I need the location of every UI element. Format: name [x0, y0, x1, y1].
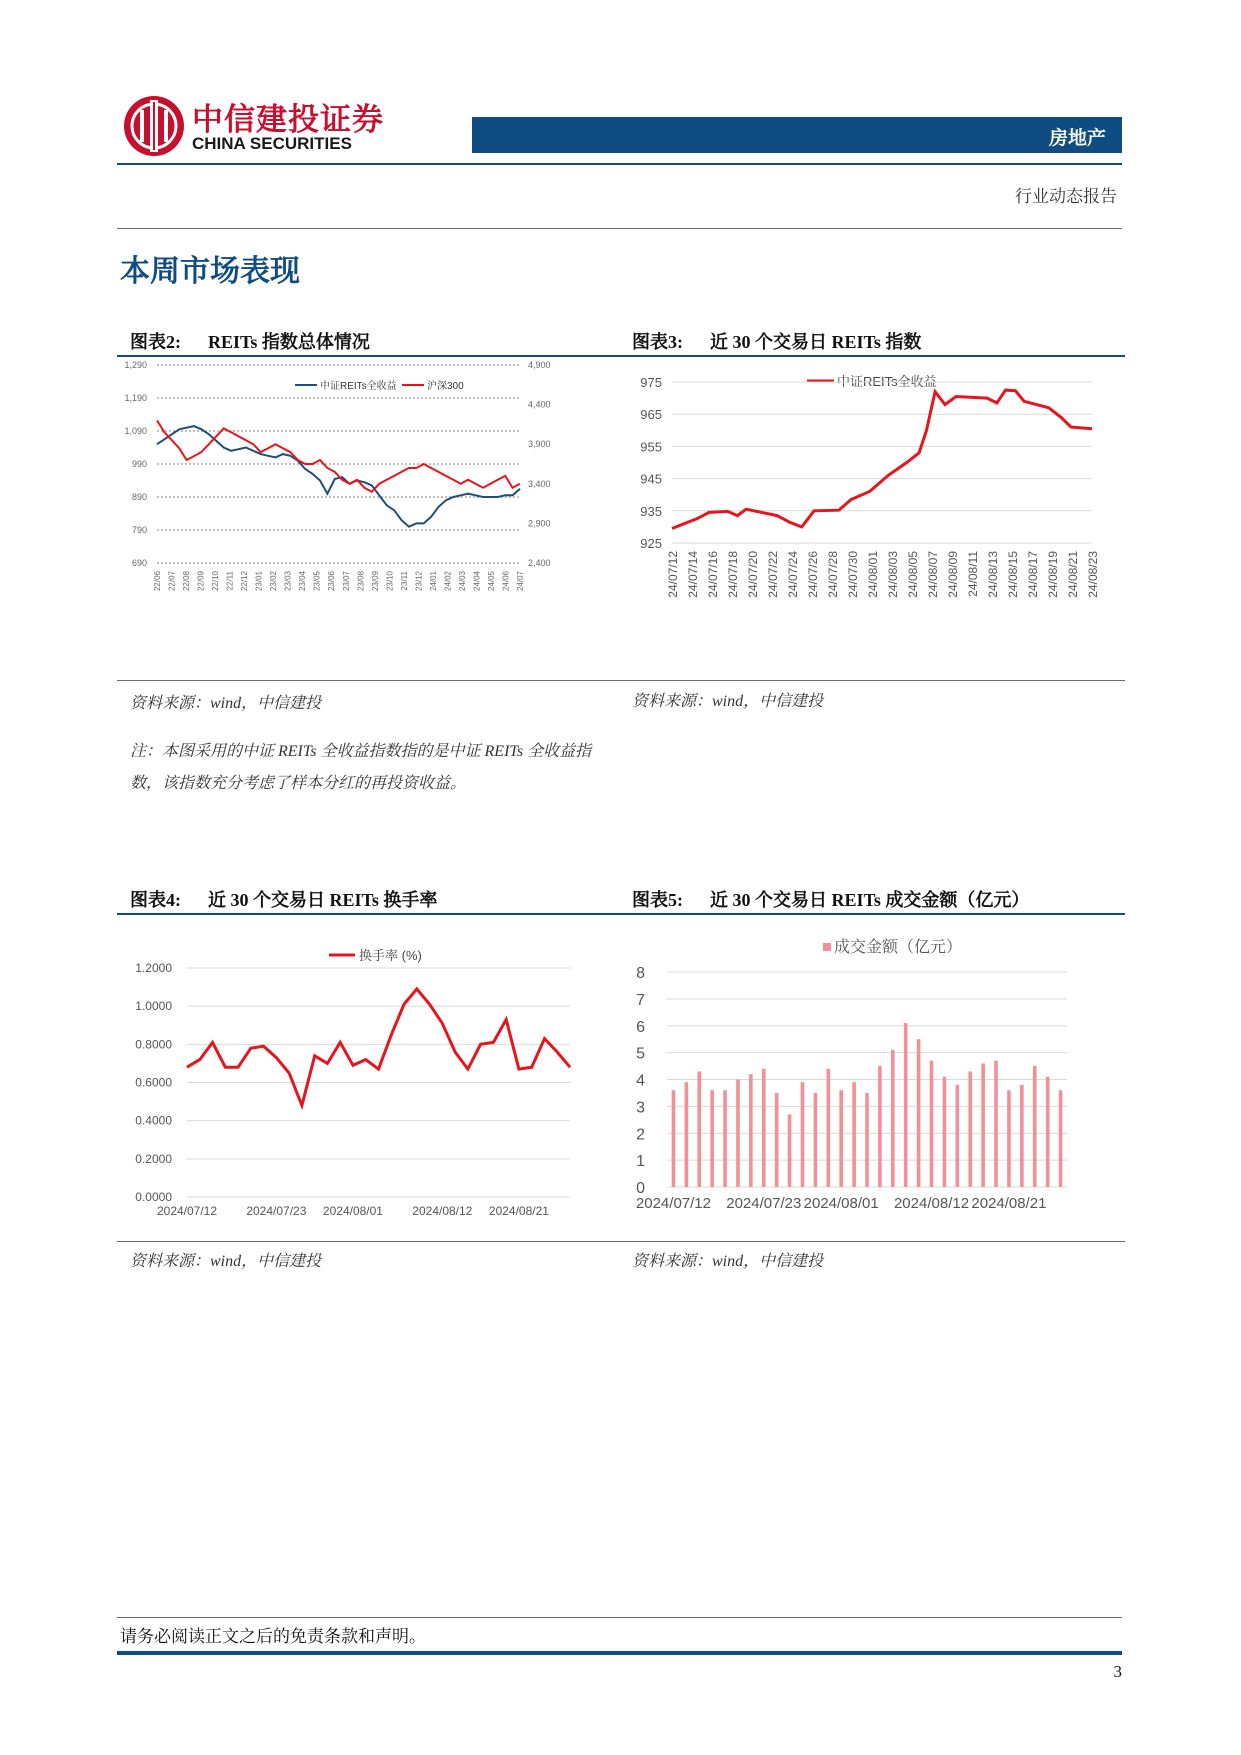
figure-2-source: 资料来源：wind，中信建投 — [130, 695, 322, 712]
c1-legend-reits: 中证REITs全收益 — [320, 381, 397, 392]
c2-x-tick: 24/08/19 — [1046, 551, 1060, 598]
c3-y-tick: 0.6000 — [135, 1075, 172, 1090]
logo-en-text: CHINA SECURITIES — [192, 134, 352, 153]
c2-y-tick: 935 — [640, 503, 662, 519]
c3-y-tick: 0.4000 — [135, 1113, 172, 1128]
c2-x-tick: 24/08/21 — [1066, 551, 1080, 598]
c1-left-tick: 990 — [131, 459, 147, 469]
c2-series-line — [672, 390, 1092, 528]
c1-x-tick: 24/03 — [457, 571, 467, 592]
c4-bar — [865, 1093, 869, 1187]
page-number: 3 — [1113, 1662, 1122, 1681]
c2-y-tick: 955 — [640, 439, 662, 455]
c1-x-tick: 23/07 — [341, 571, 351, 592]
c2-y-tick: 975 — [640, 375, 662, 390]
c3-y-tick: 0.2000 — [135, 1151, 172, 1166]
c4-bar — [723, 1090, 727, 1187]
figure-4-source: 资料来源：wind，中信建投 — [130, 1253, 322, 1270]
figure-3-label: 图表3: — [632, 332, 683, 352]
c4-y-tick: 4 — [636, 1072, 645, 1090]
figure-5-source: 资料来源：wind，中信建投 — [632, 1253, 824, 1270]
sector-banner — [472, 117, 1122, 153]
c1-x-tick: 23/01 — [254, 571, 264, 592]
c1-x-tick: 23/09 — [370, 571, 380, 592]
c1-x-tick: 22/12 — [240, 571, 250, 592]
c1-x-tick: 23/05 — [312, 571, 322, 592]
c3-y-tick: 0.8000 — [135, 1037, 172, 1052]
c2-x-tick: 24/08/03 — [886, 551, 900, 598]
c4-bar — [1007, 1090, 1011, 1187]
c1-x-tick: 23/03 — [283, 571, 293, 592]
c4-bar — [762, 1069, 766, 1187]
logo — [122, 94, 392, 158]
c1-x-tick: 24/01 — [428, 571, 438, 592]
c2-x-tick: 24/07/18 — [726, 551, 740, 598]
c4-bar — [672, 1090, 676, 1187]
c4-bar — [839, 1090, 843, 1187]
c1-x-tick: 24/07 — [516, 571, 525, 592]
c2-x-tick: 24/07/16 — [706, 551, 720, 598]
c4-bar — [775, 1093, 779, 1187]
c2-x-tick: 24/08/13 — [986, 551, 1000, 598]
c2-x-tick: 24/08/09 — [946, 551, 960, 598]
footer-top-rule — [117, 1617, 1122, 1618]
c1-right-tick: 4,900 — [528, 360, 551, 370]
c4-bar — [749, 1074, 753, 1187]
reits-turnover-amount-chart — [622, 915, 1125, 1235]
c1-left-tick: 1,290 — [124, 360, 147, 370]
c4-x-tick: 2024/08/12 — [893, 1195, 970, 1212]
reits-30day-index-chart — [622, 357, 1125, 677]
c1-x-tick: 24/04 — [472, 571, 482, 592]
figure-2-bottom-rule — [117, 680, 622, 681]
c4-bar — [814, 1093, 818, 1187]
c2-x-tick: 24/08/07 — [926, 551, 940, 598]
c3-x-tick: 2024/07/23 — [246, 1204, 307, 1218]
c4-bar — [994, 1061, 998, 1187]
c3-x-tick: 2024/08/21 — [488, 1204, 549, 1218]
c1-left-tick: 690 — [131, 558, 147, 568]
c3-legend: 换手率 (%) — [359, 948, 422, 963]
c4-y-tick: 0 — [636, 1180, 645, 1197]
figure-3-title — [632, 328, 921, 354]
header-divider — [117, 163, 1122, 165]
c4-bar — [1033, 1066, 1037, 1187]
footer-bar — [117, 1651, 1122, 1655]
c4-bar — [878, 1066, 882, 1187]
figure-2-note-2: 数，该指数充分考虑了样本分红的再投资收益。 — [130, 775, 467, 792]
figure-2-caption: REITs 指数总体情况 — [208, 332, 370, 352]
c1-right-tick: 4,400 — [528, 399, 551, 410]
c4-x-tick: 2024/08/21 — [971, 1195, 1047, 1212]
c2-x-tick: 24/07/20 — [746, 551, 760, 598]
c4-bar — [1046, 1077, 1050, 1187]
c4-y-tick: 5 — [636, 1045, 645, 1063]
c2-x-tick: 24/08/17 — [1026, 551, 1040, 598]
c4-bar — [801, 1082, 805, 1187]
c2-x-tick: 24/07/12 — [666, 551, 680, 598]
c1-right-tick: 3,900 — [528, 439, 551, 450]
figure-3-bottom-rule — [622, 680, 1125, 681]
c1-x-tick: 23/04 — [298, 571, 308, 592]
c2-x-tick: 24/07/28 — [826, 551, 840, 598]
figure-2-note-1: 注：本图采用的中证 REITs 全收益指数指的是中证 REITs 全收益指 — [130, 743, 592, 760]
c4-bar — [788, 1114, 792, 1187]
c1-x-tick: 22/06 — [153, 571, 162, 592]
figure-2-label: 图表2: — [130, 332, 181, 352]
c4-y-tick: 3 — [636, 1099, 645, 1117]
c4-bar — [981, 1063, 985, 1187]
figure-4-title — [130, 886, 437, 912]
c1-x-tick: 22/09 — [196, 571, 206, 592]
c2-x-tick: 24/07/26 — [806, 551, 820, 598]
figure-5-label: 图表5: — [632, 890, 683, 910]
c1-left-tick: 790 — [131, 525, 147, 535]
c1-left-tick: 1,190 — [124, 393, 147, 403]
c1-x-tick: 23/11 — [399, 571, 409, 591]
figure-5-bottom-rule — [622, 1241, 1125, 1242]
section-title: 本周市场表现 — [120, 254, 300, 289]
c1-x-tick: 24/06 — [501, 571, 511, 592]
c4-bar — [1020, 1085, 1024, 1187]
figure-4-caption: 近 30 个交易日 REITs 换手率 — [208, 890, 438, 910]
c1-x-tick: 23/10 — [385, 571, 395, 592]
c3-x-tick: 2024/08/12 — [412, 1204, 473, 1218]
c4-x-tick: 2024/07/12 — [635, 1195, 711, 1212]
c1-x-tick: 22/11 — [225, 571, 235, 591]
c4-y-tick: 8 — [636, 965, 645, 982]
c1-legend-hs300: 沪深300 — [427, 381, 464, 392]
report-divider — [117, 228, 1122, 229]
c2-x-tick: 24/08/01 — [866, 551, 880, 598]
c3-y-tick: 0.0000 — [135, 1190, 172, 1204]
c4-y-tick: 1 — [636, 1153, 645, 1171]
c2-y-tick: 945 — [640, 471, 662, 487]
c2-x-tick: 24/08/05 — [906, 551, 920, 598]
c4-bar — [968, 1071, 972, 1187]
c3-y-tick: 1.2000 — [135, 961, 172, 975]
c3-x-tick: 2024/07/12 — [156, 1204, 218, 1218]
c4-bar — [710, 1090, 714, 1187]
c4-bar — [697, 1071, 701, 1187]
c4-legend: 成交金额（亿元） — [834, 939, 963, 956]
c4-bar — [891, 1050, 895, 1187]
disclaimer: 请务必阅读正文之后的免责条款和声明。 — [120, 1627, 426, 1646]
c2-y-tick: 965 — [640, 407, 662, 423]
c4-bar — [956, 1085, 960, 1187]
c2-x-tick: 24/08/23 — [1086, 551, 1100, 598]
c4-x-tick: 2024/08/01 — [803, 1195, 879, 1212]
c4-y-tick: 7 — [636, 991, 645, 1009]
reits-overall-chart — [117, 357, 622, 677]
c1-right-tick: 2,400 — [528, 558, 551, 568]
sector-label: 房地产 — [1048, 127, 1106, 149]
c4-bar — [736, 1080, 740, 1188]
c1-left-tick: 890 — [131, 492, 147, 502]
c2-x-tick: 24/08/11 — [966, 551, 980, 597]
c4-y-tick: 2 — [636, 1126, 645, 1144]
c4-bar — [852, 1082, 856, 1187]
c4-bar — [917, 1039, 921, 1187]
figure-3-caption: 近 30 个交易日 REITs 指数 — [710, 332, 922, 352]
china-securities-logo-icon — [122, 94, 186, 158]
c1-left-tick: 1,090 — [124, 426, 147, 436]
c4-x-tick: 2024/07/23 — [726, 1195, 802, 1212]
c2-x-tick: 24/07/30 — [846, 551, 860, 598]
c1-x-tick: 23/12 — [414, 571, 424, 592]
figure-2-title — [130, 328, 370, 354]
c1-x-tick: 22/08 — [182, 571, 192, 592]
c1-x-tick: 23/06 — [327, 571, 337, 592]
logo-cn-text: 中信建投证券 — [192, 102, 384, 138]
c4-bar — [943, 1077, 947, 1187]
c2-x-tick: 24/08/15 — [1006, 551, 1020, 598]
c1-x-tick: 24/02 — [443, 571, 453, 592]
figure-3-source: 资料来源：wind，中信建投 — [632, 693, 824, 710]
c2-x-tick: 24/07/14 — [686, 551, 700, 598]
c1-x-tick: 22/10 — [211, 571, 221, 592]
c1-right-tick: 2,900 — [528, 518, 551, 529]
figure-5-caption: 近 30 个交易日 REITs 成交金额（亿元） — [710, 890, 1030, 910]
c1-right-tick: 3,400 — [528, 478, 551, 489]
c1-x-tick: 22/07 — [167, 571, 177, 592]
report-type: 行业动态报告 — [1015, 187, 1117, 207]
c2-y-tick: 925 — [640, 536, 662, 551]
c4-bar — [930, 1061, 934, 1187]
c3-x-tick: 2024/08/01 — [322, 1204, 383, 1218]
figure-5-title — [632, 886, 1029, 912]
c4-bar — [904, 1023, 908, 1187]
c3-y-tick: 1.0000 — [135, 999, 172, 1014]
c4-y-tick: 6 — [636, 1018, 645, 1036]
figure-4-bottom-rule — [117, 1241, 622, 1242]
c2-x-tick: 24/07/24 — [786, 551, 800, 598]
figure-4-label: 图表4: — [130, 890, 181, 910]
c1-x-tick: 23/08 — [356, 571, 366, 592]
c1-x-tick: 24/05 — [486, 571, 496, 592]
c4-bar — [685, 1082, 689, 1187]
reits-turnover-chart — [117, 915, 622, 1235]
c2-legend: 中证REITs全收益 — [837, 374, 937, 389]
c2-x-tick: 24/07/22 — [766, 551, 780, 598]
c1-x-tick: 23/02 — [269, 571, 279, 592]
c4-bar — [826, 1069, 830, 1187]
c4-bar — [1059, 1090, 1063, 1187]
